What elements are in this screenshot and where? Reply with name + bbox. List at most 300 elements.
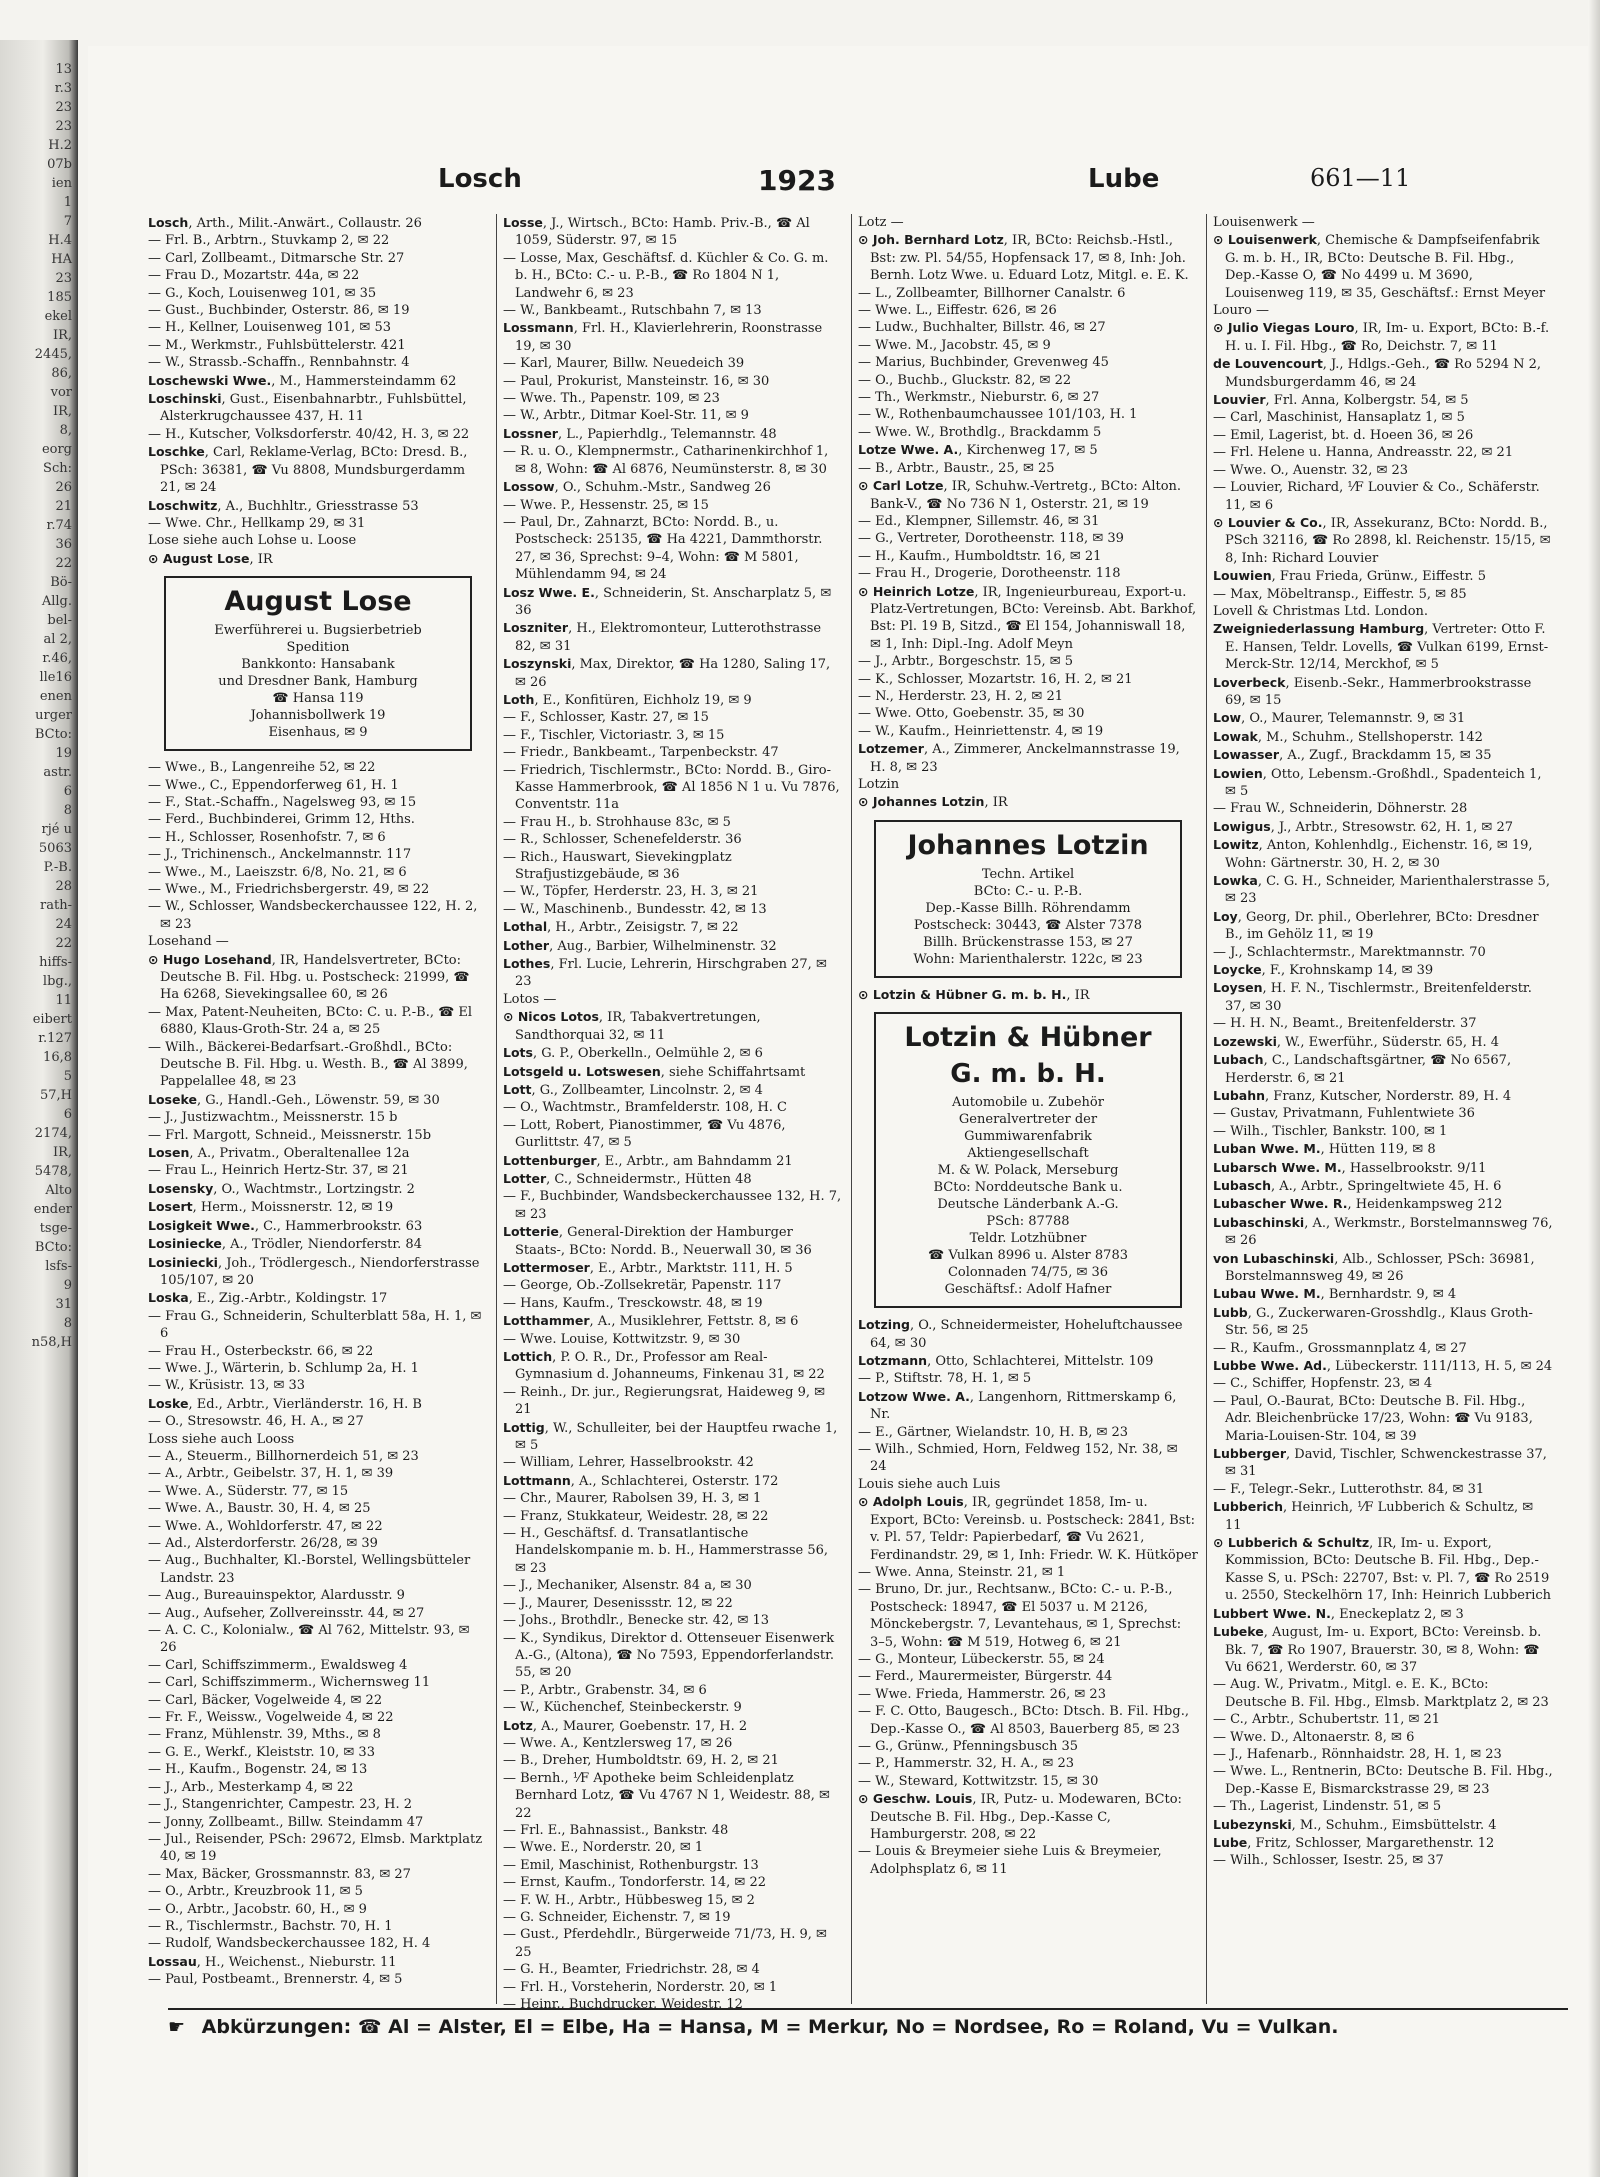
directory-entry: — W., Arbtr., Ditmar Koel-Str. 11, ✉ 9 <box>503 408 749 424</box>
entry-list <box>858 986 1198 1004</box>
directory-entry: Loschewski Wwe., M., Hammersteindamm 62 <box>148 372 457 389</box>
header-year: 1923 <box>758 164 836 197</box>
directory-entry: Lotz, A., Maurer, Goebenstr. 17, H. 2 <box>503 1717 748 1734</box>
running-header <box>88 164 1568 204</box>
directory-entry: — O., Arbtr., Jacobstr. 60, H., ✉ 9 <box>148 1901 367 1917</box>
directory-entry: Loszynski, Max, Direktor, ☎ Ha 1280, Saling 17, ✉ 26 <box>503 656 831 690</box>
ad-line: Teldr. Lotzhübner <box>969 1231 1087 1247</box>
directory-entry: ⊙ Adolph Louis, IR, gegründet 1858, Im- u. Export, BCto: Vereinsb. u. Postscheck: 2841, Bst: v. Pl. 57, Teldr: Papierbedarf, ☎ Vu 2621, Ferdinandstr. 29, ✉ 1, Inh: Friedr. W. K. Hütköper <box>858 1494 1198 1563</box>
ad-line: Bankkonto: Hansabank <box>241 657 395 673</box>
ad-title: Lotzin & Hübner <box>904 1022 1152 1054</box>
directory-entry: — G., Vertreter, Dorotheenstr. 118, ✉ 39 <box>858 531 1124 547</box>
directory-entry: — W., Bankbeamt., Rutschbahn 7, ✉ 13 <box>503 303 762 319</box>
directory-entry: — Paul, Postbeamt., Brennerstr. 4, ✉ 5 <box>148 1972 403 1988</box>
directory-entry: Loysen, H. F. N., Tischlermstr., Breitenfelderstr. 37, ✉ 30 <box>1213 980 1532 1014</box>
left-page-fragment-text: 31 <box>55 1297 72 1312</box>
directory-entry: von Lubaschinski, Alb., Schlosser, PSch: 36981, Borstelmannsweg 49, ✉ 26 <box>1213 1250 1535 1284</box>
left-page-fragment-text: 5063 <box>38 841 72 856</box>
directory-entry: Losiniecki, Joh., Trödlergesch., Niendorferstrasse 105/107, ✉ 20 <box>148 1254 480 1288</box>
directory-entry: — Wwe. D., Altonaerstr. 8, ✉ 6 <box>1213 1729 1415 1745</box>
left-page-fragment-text: 07b <box>47 157 72 172</box>
directory-entry: Lubach, C., Landschaftsgärtner, ☎ No 6567, Herderstr. 6, ✉ 21 <box>1213 1052 1512 1086</box>
directory-entry: Losse, J., Wirtsch., BCto: Hamb. Priv.-B., ☎ Al 1059, Süderstr. 97, ✉ 15 <box>503 215 810 249</box>
entry-list <box>1213 214 1553 1870</box>
left-page-fragment-text: vor <box>50 385 72 400</box>
left-page-fragment-text: HA <box>51 252 72 267</box>
directory-entry: — Carl, Schiffszimmerm., Ewaldsweg 4 <box>148 1657 408 1673</box>
directory-entry: — Frl. B., Arbtrn., Stuvkamp 2, ✉ 22 <box>148 233 390 249</box>
directory-columns <box>148 214 1568 2013</box>
directory-entry: — Heinr., Buchdrucker, Weidestr. 12 <box>503 1997 743 2013</box>
left-page-fragment-text: r.3 <box>54 81 72 96</box>
left-page-fragment-text: eorg <box>41 442 72 457</box>
directory-entry: — H., Kaufm., Humboldtstr. 16, ✉ 21 <box>858 548 1102 564</box>
directory-entry: — Fr. F., Weissw., Vogelweide 4, ✉ 22 <box>148 1710 394 1726</box>
directory-entry: — Carl, Schiffszimmerm., Wichernsweg 11 <box>148 1675 431 1691</box>
directory-entry: Lotzing, O., Schneidermeister, Hoheluftchaussee 64, ✉ 30 <box>858 1317 1183 1351</box>
directory-entry: Loska, E., Zig.-Arbtr., Koldingstr. 17 <box>148 1290 388 1307</box>
ad-title: Johannes Lotzin <box>907 829 1149 861</box>
directory-entry: — Th., Lagerist, Lindenstr. 51, ✉ 5 <box>1213 1799 1442 1815</box>
directory-entry: — H. H. N., Beamt., Breitenfelderstr. 37 <box>1213 1016 1477 1032</box>
directory-entry: Lubb, G., Zuckerwaren-Grosshdlg., Klaus Groth-Str. 56, ✉ 25 <box>1213 1304 1533 1339</box>
directory-entry: Lots, G. P., Oberkelln., Oelmühle 2, ✉ 6 <box>503 1045 763 1062</box>
directory-entry: — Wilh., Schlosser, Isestr. 25, ✉ 37 <box>1213 1853 1444 1869</box>
directory-entry: — Frl. Helene u. Hanna, Andreasstr. 22, ✉ 21 <box>1213 445 1514 461</box>
directory-entry: — N., Herderstr. 23, H. 2, ✉ 21 <box>858 688 1064 704</box>
directory-entry: — Aug., Aufseher, Zollvereinsstr. 44, ✉ 27 <box>148 1605 425 1621</box>
page-edge <box>1588 0 1600 2177</box>
directory-entry: — Frl. Margott, Schneid., Meissnerstr. 15b <box>148 1127 432 1143</box>
ad-lines <box>882 1094 1174 1298</box>
directory-entry: — M., Werkmstr., Fuhlsbüttelerstr. 421 <box>148 337 406 353</box>
left-page-fragment-text: Bö- <box>50 575 72 590</box>
directory-entry: — Aug., Buchhalter, Kl.-Borstel, Wellingsbütteler Landstr. 23 <box>148 1553 471 1586</box>
column-rule <box>496 214 497 2004</box>
column-4 <box>1213 214 1553 2004</box>
left-page-fragment-text: al 2, <box>43 632 72 647</box>
left-page-fragment-text: 8 <box>63 1316 72 1331</box>
directory-entry: Louro — <box>1213 303 1270 319</box>
left-page-fragment-text: lle16 <box>39 670 72 685</box>
directory-entry: — B., Arbtr., Baustr., 25, ✉ 25 <box>858 460 1055 476</box>
ad-subtitle: G. m. b. H. <box>950 1059 1106 1090</box>
left-page-fragment-text: 1 <box>63 195 72 210</box>
directory-entry: Lottig, W., Schulleiter, bei der Hauptfeu rwache 1, ✉ 5 <box>503 1419 838 1454</box>
directory-entry: Lowitz, Anton, Kohlenhdlg., Eichenstr. 16, ✉ 19, Wohn: Gärtnerstr. 30, H. 2, ✉ 30 <box>1213 837 1533 871</box>
directory-entry: ⊙ Johannes Lotzin, IR <box>858 794 1008 811</box>
left-page-fragment-text: r.127 <box>38 1031 72 1046</box>
directory-entry: — Wilh., Bäckerei-Bedarfsart.-Großhdl., BCto: Deutsche B. Fil. Hbg. u. Westh. B., ☎ Al 3899, Pappelallee 48, ✉ 23 <box>148 1039 468 1090</box>
directory-entry: — K., Schlosser, Mozartstr. 16, H. 2, ✉ 21 <box>858 671 1133 687</box>
directory-entry: ⊙ August Lose, IR <box>148 550 273 567</box>
directory-entry: ⊙ Nicos Lotos, IR, Tabakvertretungen, Sandthorquai 32, ✉ 11 <box>503 1009 761 1043</box>
directory-entry: Lotter, C., Schneidermstr., Hütten 48 <box>503 1170 752 1187</box>
directory-entry: — Gust., Buchbinder, Osterstr. 86, ✉ 19 <box>148 303 410 319</box>
directory-entry: Lotzmann, Otto, Schlachterei, Mittelstr. 109 <box>858 1353 1154 1370</box>
directory-entry: — Wilh., Tischler, Bankstr. 100, ✉ 1 <box>1213 1123 1448 1139</box>
directory-entry: — Ferd., Maurermeister, Bürgerstr. 44 <box>858 1669 1113 1685</box>
directory-entry: Loske, Ed., Arbtr., Vierländerstr. 16, H. B <box>148 1395 422 1412</box>
directory-entry: Louwien, Frau Frieda, Grünw., Eiffestr. 5 <box>1213 568 1486 585</box>
directory-entry: ⊙ Lubberich & Schultz, IR, Im- u. Export, Kommission, BCto: Deutsche B. Fil. Hbg., Dep.-Kasse S, u. PSch: 22707, Bst: v. Pl. 7, ☎ Ro 2519 u. 2550, Steckelhörn 17, Inh: Heinrich Lubberich <box>1213 1535 1552 1604</box>
directory-entry: Louisenwerk — <box>1213 215 1315 230</box>
ad-line: Aktiengesellschaft <box>967 1146 1089 1162</box>
left-page-fragment-text: 19 <box>55 746 72 761</box>
directory-entry: Lubberich, Heinrich, ⅟F Lubberich & Schultz, ✉ 11 <box>1213 1499 1534 1533</box>
directory-entry: — Friedr., Bankbeamt., Tarpenbeckstr. 47 <box>503 745 779 761</box>
directory-entry: Lotsgeld u. Lotswesen, siehe Schiffahrtsamt <box>503 1063 806 1080</box>
directory-entry: — Carl, Bäcker, Vogelweide 4, ✉ 22 <box>148 1692 383 1708</box>
directory-entry: — F., Buchbinder, Wandsbeckerchaussee 132, H. 7, ✉ 23 <box>503 1189 842 1222</box>
directory-entry: Lotzow Wwe. A., Langenhorn, Rittmerskamp 6, Nr. <box>858 1388 1177 1423</box>
left-page-fragment-text: r.74 <box>46 518 72 533</box>
directory-entry: — J., Schlachtermstr., Marektmannstr. 70 <box>1213 944 1486 960</box>
directory-entry: Loschke, Carl, Reklame-Verlag, BCto: Dresd. B., PSch: 36381, ☎ Vu 8808, Mundsburgerdamm 21, ✉ 24 <box>148 444 468 496</box>
directory-entry: — Ad., Alsterdorferstr. 26/28, ✉ 39 <box>148 1536 378 1551</box>
ad-line: Dep.-Kasse Billh. Röhrendamm <box>925 900 1131 916</box>
directory-entry: — H., Kaufm., Bogenstr. 24, ✉ 13 <box>148 1762 368 1778</box>
directory-entry: — Frl. H., Vorsteherin, Norderstr. 20, ✉ 1 <box>503 1979 778 1995</box>
directory-entry: — George, Ob.-Zollsekretär, Papenstr. 117 <box>503 1278 782 1294</box>
directory-entry: — Johs., Brothdlr., Benecke str. 42, ✉ 13 <box>503 1613 770 1629</box>
directory-entry: — W., Maschinenb., Bundesstr. 42, ✉ 13 <box>503 901 767 917</box>
column-rule <box>1206 214 1207 2004</box>
directory-entry: Louis siehe auch Luis <box>858 1476 1001 1492</box>
directory-entry: — G. Schneider, Eichenstr. 7, ✉ 19 <box>503 1910 731 1925</box>
directory-entry: — Aug., Bureauinspektor, Alardusstr. 9 <box>148 1588 405 1604</box>
directory-entry: Zweigniederlassung Hamburg, Vertreter: Otto F. E. Hansen, Teldr. Lovells, ☎ Vulkan 6199, Ernst-Merck-Str. 12/14, Merckhof, ✉ 5 <box>1213 621 1549 673</box>
directory-entry: — Rich., Hauswart, Sievekingplatz Strafjustizgebäude, ✉ 36 <box>503 849 732 883</box>
directory-entry: — Lott, Robert, Pianostimmer, ☎ Vu 4876, Gurlittstr. 47, ✉ 5 <box>503 1117 786 1151</box>
left-page-fragment-text: 8 <box>63 803 72 818</box>
left-page-fragment-text: 23 <box>55 119 72 134</box>
left-page-fragment-text: 23 <box>55 271 72 286</box>
left-page-fragment-text: 7 <box>63 214 72 229</box>
ad-lines <box>172 622 464 741</box>
directory-entry: Loszniter, H., Elektromonteur, Lutterothstrasse 82, ✉ 31 <box>503 620 822 654</box>
directory-entry: — Wwe. J., Wärterin, b. Schlump 2a, H. 1 <box>148 1360 419 1376</box>
directory-entry: — F., Schlosser, Kastr. 27, ✉ 15 <box>503 710 709 726</box>
directory-entry: — L., Zollbeamter, Billhorner Canalstr. 6 <box>858 285 1126 301</box>
directory-entry: Lotzemer, A., Zimmerer, Anckelmannstrasse 19, H. 8, ✉ 23 <box>858 741 1180 775</box>
left-page-fragment-text: 13 <box>55 62 72 77</box>
ad-line: Gummiwarenfabrik <box>964 1129 1092 1145</box>
column-3 <box>858 214 1198 2004</box>
directory-entry: — P., Stiftstr. 78, H. 1, ✉ 5 <box>858 1371 1032 1387</box>
directory-entry: Lose siehe auch Lohse u. Loose <box>148 533 357 549</box>
directory-entry: — Frau L., Heinrich Hertz-Str. 37, ✉ 21 <box>148 1163 409 1179</box>
left-page-fragment-text: BCto: <box>34 1240 72 1255</box>
left-page-fragment-text: H.2 <box>48 138 72 153</box>
directory-entry: — F. C. Otto, Baugesch., BCto: Dtsch. B. Fil. Hbg., Dep.-Kasse O., ☎ Al 8503, Bauerberg 85, ✉ 23 <box>858 1704 1189 1737</box>
directory-entry: Lowka, C. G. H., Schneider, Marienthalerstrasse 5, ✉ 23 <box>1213 873 1550 907</box>
directory-entry: — P., Hammerstr. 32, H. A., ✉ 23 <box>858 1756 1074 1772</box>
directory-entry: — Frau H., Drogerie, Dorotheenstr. 118 <box>858 566 1121 582</box>
directory-entry: — O., Arbtr., Kreuzbrook 11, ✉ 5 <box>148 1884 363 1900</box>
directory-entry: — Wwe. A., Kentzlersweg 17, ✉ 26 <box>503 1735 733 1751</box>
directory-entry: Louvier, Frl. Anna, Kolbergstr. 54, ✉ 5 <box>1213 392 1469 409</box>
ad-line: Techn. Artikel <box>981 866 1075 882</box>
directory-entry: Lotos — <box>503 991 557 1007</box>
directory-entry: — Marius, Buchbinder, Grevenweg 45 <box>858 355 1109 371</box>
directory-entry: Lube, Fritz, Schlosser, Margarethenstr. 12 <box>1213 1834 1495 1851</box>
directory-entry: — Paul, Prokurist, Mansteinstr. 16, ✉ 30 <box>503 373 770 389</box>
entry-list <box>858 214 1198 812</box>
left-page-fragment-text: 23 <box>55 100 72 115</box>
left-page-fragment-text: urger <box>35 708 72 723</box>
directory-entry: — C., Schiffer, Hopfenstr. 23, ✉ 4 <box>1213 1376 1433 1392</box>
directory-entry: — Wwe. M., Jacobstr. 45, ✉ 9 <box>858 337 1051 353</box>
directory-entry: — Wwe., M., Laeiszstr. 6/8, No. 21, ✉ 6 <box>148 864 407 880</box>
column-2 <box>503 214 843 2013</box>
directory-entry: — Wwe. Anna, Steinstr. 21, ✉ 1 <box>858 1564 1066 1580</box>
directory-entry: Lossow, O., Schuhm.-Mstr., Sandweg 26 <box>503 479 771 496</box>
directory-entry: — Ludw., Buchhalter, Billstr. 46, ✉ 27 <box>858 320 1106 336</box>
directory-entry: — F. W. H., Arbtr., Hübbesweg 15, ✉ 2 <box>503 1892 755 1908</box>
directory-entry: Lotz — <box>858 215 904 230</box>
directory-entry: — Wwe. A., Süderstr. 77, ✉ 15 <box>148 1483 349 1499</box>
directory-entry: — Franz, Mühlenstr. 39, Mths., ✉ 8 <box>148 1727 381 1743</box>
ad-line: BCto: Norddeutsche Bank u. <box>933 1180 1123 1196</box>
directory-entry: — Wwe. Otto, Goebenstr. 35, ✉ 30 <box>858 706 1085 722</box>
directory-entry: — R., Tischlermstr., Bachstr. 70, H. 1 <box>148 1918 393 1934</box>
directory-entry: — Hans, Kaufm., Tresckowstr. 48, ✉ 19 <box>503 1295 763 1311</box>
column-rule <box>851 214 852 2004</box>
left-page-fragment-text: 185 <box>47 290 72 305</box>
directory-entry: — Wwe. Frieda, Hammerstr. 26, ✉ 23 <box>858 1686 1106 1702</box>
directory-entry: Lowak, M., Schuhm., Stellshoperstr. 142 <box>1213 728 1483 745</box>
directory-entry: — A., Arbtr., Geibelstr. 37, H. 1, ✉ 39 <box>148 1466 394 1482</box>
directory-entry: Loth, E., Konfitüren, Eichholz 19, ✉ 9 <box>503 691 752 708</box>
left-page-fragment-text: tsge- <box>39 1221 72 1236</box>
directory-entry: — O., Wachtmstr., Bramfelderstr. 108, H. C <box>503 1100 788 1116</box>
ad-line: Colonnaden 74/75, ✉ 36 <box>947 1265 1109 1281</box>
directory-entry: — Reinh., Dr. jur., Regierungsrat, Haideweg 9, ✉ 21 <box>503 1384 825 1418</box>
left-page-fragment-text: 24 <box>55 917 72 932</box>
directory-entry: Lotzin <box>858 777 900 792</box>
directory-entry: — Louvier, Richard, ⅟F Louvier & Co., Schäferstr. 11, ✉ 6 <box>1213 480 1540 513</box>
directory-entry: — F., Tischler, Victoriastr. 3, ✉ 15 <box>503 727 725 743</box>
directory-entry: Loss siehe auch Looss <box>148 1431 295 1447</box>
left-page-fragment-text: IR, <box>52 1145 72 1160</box>
directory-entry: — J., Hafenarb., Rönnhaidstr. 28, H. 1, ✉ 23 <box>1213 1746 1502 1762</box>
directory-entry: — Frau H., b. Strohhause 83c, ✉ 5 <box>503 814 731 830</box>
left-page-fragment-text: hiffs- <box>39 955 72 970</box>
directory-entry: — Carl, Maschinist, Hansaplatz 1, ✉ 5 <box>1213 410 1465 426</box>
directory-entry: — W., Schlosser, Wandsbeckerchaussee 122, H. 2, ✉ 23 <box>148 899 478 932</box>
directory-entry: — G. E., Werkf., Kleiststr. 10, ✉ 33 <box>148 1744 375 1760</box>
directory-entry: ⊙ Lotzin & Hübner G. m. b. H., IR <box>858 986 1090 1003</box>
directory-entry: Lubarsch Wwe. M., Hasselbrookstr. 9/11 <box>1213 1159 1487 1176</box>
directory-entry: Lubahn, Franz, Kutscher, Norderstr. 89, H. 4 <box>1213 1087 1512 1104</box>
directory-entry: Loy, Georg, Dr. phil., Oberlehrer, BCto: Dresdner B., im Gehölz 11, ✉ 19 <box>1213 908 1539 943</box>
directory-entry: Luban Wwe. M., Hütten 119, ✉ 8 <box>1213 1141 1436 1158</box>
directory-entry: — O., Stresowstr. 46, H. A., ✉ 27 <box>148 1414 364 1430</box>
directory-entry: Lubasch, A., Arbtr., Springeltwiete 45, H. 6 <box>1213 1177 1502 1194</box>
directory-entry: Lotterie, General-Direktion der Hamburger Staats-, BCto: Nordd. B., Neuerwall 30, ✉ 36 <box>503 1224 812 1258</box>
ad-line: PSch: 87788 <box>986 1214 1070 1230</box>
ad-line: Geschäftsf.: Adolf Hafner <box>944 1282 1112 1298</box>
directory-entry: — H., Kutscher, Volksdorferstr. 40/42, H. 3, ✉ 22 <box>148 426 470 442</box>
directory-entry: — J., Stangenrichter, Campestr. 23, H. 2 <box>148 1797 413 1813</box>
directory-entry: Lovell & Christmas Ltd. London. <box>1213 603 1429 619</box>
left-page-fragment-text: 2174, <box>34 1126 72 1141</box>
abbreviations-text: Abkürzungen: ☎ Al = Alster, El = Elbe, Ha = Hansa, M = Merkur, No = Nordsee, Ro = Roland, Vu = Vulkan. <box>201 2016 1339 2038</box>
left-page-fragment-text: Allg. <box>41 594 72 609</box>
directory-entry: — Paul, Dr., Zahnarzt, BCto: Nordd. B., u. Postscheck: 25135, ☎ Ha 4221, Dammthorstr. 27, ✉ 36, Sprechst: 9–4, Wohn: ☎ M 5801, Mühlendamm 94, ✉ 24 <box>503 514 823 583</box>
directory-entry: Lother, Aug., Barbier, Wilhelminenstr. 32 <box>503 937 777 954</box>
directory-entry: — Wwe. Louise, Kottwitzstr. 9, ✉ 30 <box>503 1331 741 1347</box>
directory-entry: — Gust., Pferdehdlr., Bürgerweide 71/73, H. 9, ✉ 25 <box>503 1927 827 1960</box>
directory-entry: — R., Schlosser, Schenefelderstr. 36 <box>503 832 742 848</box>
directory-entry: — J., Arbtr., Borgeschstr. 15, ✉ 5 <box>858 654 1074 670</box>
directory-entry: Loschwitz, A., Buchhltr., Griesstrasse 53 <box>148 497 419 514</box>
ad-line: Spedition <box>286 640 350 656</box>
ad-line: Ewerführerei u. Bugsierbetrieb <box>214 623 422 639</box>
directory-entry: — Frau G., Schneiderin, Schulterblatt 58a, H. 1, ✉ 6 <box>148 1308 482 1342</box>
left-page-fragment-text: IR, <box>52 328 72 343</box>
directory-entry: — Wilh., Schmied, Horn, Feldweg 152, Nr. 38, ✉ 24 <box>858 1442 1178 1475</box>
left-page-fragment-text: lbg., <box>42 974 72 989</box>
directory-entry: — O., Buchb., Gluckstr. 82, ✉ 22 <box>858 372 1072 388</box>
directory-entry: — J., Justizwachtm., Meissnerstr. 15 b <box>148 1110 398 1126</box>
directory-entry: — Frl. E., Bahnassist., Bankstr. 48 <box>503 1822 729 1838</box>
directory-entry: Lubezynski, M., Schuhm., Eimsbüttelstr. 4 <box>1213 1816 1497 1833</box>
directory-entry: — J., Arb., Mesterkamp 4, ✉ 22 <box>148 1779 354 1795</box>
directory-entry: Lubaschinski, A., Werkmstr., Borstelmannsweg 76, ✉ 26 <box>1213 1214 1553 1249</box>
directory-entry: — G. H., Beamter, Friedrichstr. 28, ✉ 4 <box>503 1962 760 1978</box>
directory-entry: Lottermoser, E., Arbtr., Marktstr. 111, H. 5 <box>503 1259 793 1276</box>
directory-entry: Losz Wwe. E., Schneiderin, St. Anscharplatz 5, ✉ 36 <box>503 584 832 618</box>
directory-entry: — Rudolf, Wandsbeckerchaussee 182, H. 4 <box>148 1936 431 1952</box>
left-page-fragment-text: ien <box>51 176 72 191</box>
directory-entry: Lothes, Frl. Lucie, Lehrerin, Hirschgraben 27, ✉ 23 <box>503 956 827 990</box>
directory-entry: Lossau, H., Weichenst., Nieburstr. 11 <box>148 1953 397 1970</box>
directory-entry: ⊙ Heinrich Lotze, IR, Ingenieurbureau, Export-u. Platz-Vertretungen, BCto: Vereinsb. Abt. Barkhof, Bst: Pl. 19 B, Sitzd., ☎ El 154, Johanniswall 18, ✉ 1, Inh: Dipl.-Ing. Adolf Meyn <box>858 583 1197 652</box>
left-page-fragment-text: P.-B. <box>43 860 72 875</box>
directory-entry: — Wwe. E., Norderstr. 20, ✉ 1 <box>503 1840 704 1856</box>
left-page-fragment <box>0 60 72 2010</box>
directory-entry: ⊙ Joh. Bernhard Lotz, IR, BCto: Reichsb.-Hstl., Bst: zw. Pl. 54/55, Hopfensack 17, ✉ 8, Inh: Joh. Bernh. Lotz Wwe. u. Eduard Lotz, Mitgl. e. E. K. <box>858 232 1189 284</box>
left-page-fragment-text: 5478, <box>34 1164 72 1179</box>
directory-entry: — R., Kaufm., Grossmannplatz 4, ✉ 27 <box>1213 1340 1467 1356</box>
directory-entry: — J., Mechaniker, Alsenstr. 84 a, ✉ 30 <box>503 1578 752 1594</box>
entry-list <box>148 214 488 568</box>
left-page-fragment-text: astr. <box>43 765 72 780</box>
left-page-fragment-text: 5 <box>63 1069 72 1084</box>
directory-entry: ⊙ Julio Viegas Louro, IR, Im- u. Export, BCto: B.-f. H. u. I. Fil. Hbg., ☎ Ro, Deichstr. 7, ✉ 11 <box>1213 320 1550 354</box>
directory-entry: — W., Strassb.-Schaffn., Rennbahnstr. 4 <box>148 355 410 371</box>
directory-entry: Losiniecke, A., Trödler, Niendorferstr. 84 <box>148 1236 422 1253</box>
left-page-fragment-text: 8, <box>59 423 72 438</box>
directory-entry: — W., Küchenchef, Steinbeckerstr. 9 <box>503 1700 742 1716</box>
left-page-fragment-text: BCto: <box>34 727 72 742</box>
left-page-fragment-text: IR, <box>52 404 72 419</box>
left-page-fragment-text: enen <box>39 689 72 704</box>
directory-entry: — Wwe. Th., Papenstr. 109, ✉ 23 <box>503 391 720 407</box>
directory-entry: — Ferd., Buchbinderei, Grimm 12, Hths. <box>148 812 415 828</box>
directory-entry: — Bruno, Dr. jur., Rechtsanw., BCto: C.- u. P.-B., Postscheck: 18947, ☎ El 5037 u. M 2126, Mönckebergstr. 7, Levantehaus, ✉ 1, Sprechst: 3–5, Wohn: ☎ M 519, Hotweg 6, ✉ 21 <box>858 1582 1182 1650</box>
left-page-fragment-text: ender <box>33 1202 72 1217</box>
directory-entry: — Wwe., M., Friedrichsbergerstr. 49, ✉ 22 <box>148 881 430 897</box>
directory-entry: — Frau W., Schneiderin, Döhnerstr. 28 <box>1213 801 1468 817</box>
left-page-fragment-text: bel- <box>47 613 72 628</box>
advertisement-johannes-lotzin <box>874 820 1182 978</box>
ad-line: BCto: C.- u. P.-B. <box>973 883 1083 899</box>
directory-entry: ⊙ Louvier & Co., IR, Assekuranz, BCto: Nordd. B., PSch 32116, ☎ Ro 2898, kl. Reichenstr. 15/15, ✉ 8, Inh: Richard Louvier <box>1213 514 1551 566</box>
left-page-fragment-text: 26 <box>55 480 72 495</box>
directory-entry: Lotthammer, A., Musiklehrer, Fettstr. 8, ✉ 6 <box>503 1313 799 1330</box>
directory-entry: Lothal, H., Arbtr., Zeisigstr. 7, ✉ 22 <box>503 919 739 936</box>
page-number: 661—11 <box>1310 164 1411 192</box>
directory-entry: — G., Grünw., Pfenningsbusch 35 <box>858 1738 1078 1754</box>
directory-entry: — A., Steuerm., Billhornerdeich 51, ✉ 23 <box>148 1448 419 1464</box>
ad-line: Wohn: Marienthalerstr. 122c, ✉ 23 <box>913 951 1143 967</box>
directory-entry: Lotze Wwe. A., Kirchenweg 17, ✉ 5 <box>858 442 1098 459</box>
directory-entry: — P., Arbtr., Grabenstr. 34, ✉ 6 <box>503 1682 707 1698</box>
directory-entry: — Jul., Reisender, PSch: 29672, Elmsb. Marktplatz 40, ✉ 19 <box>148 1831 483 1865</box>
left-page-fragment-text: lsfs- <box>45 1259 72 1274</box>
entry-list <box>503 214 843 2013</box>
directory-entry: — Chr., Maurer, Rabolsen 39, H. 3, ✉ 1 <box>503 1491 762 1507</box>
directory-entry: ⊙ Hugo Losehand, IR, Handelsvertreter, BCto: Deutsche B. Fil. Hbg. u. Postscheck: 21999, ☎ Ha 6268, Sievekingsallee 60, ✉ 26 <box>148 951 470 1003</box>
directory-entry: — H., Schlosser, Rosenhofstr. 7, ✉ 6 <box>148 829 386 845</box>
directory-entry: — Carl, Zollbeamt., Ditmarsche Str. 27 <box>148 250 405 266</box>
directory-entry: Lottmann, A., Schlachterei, Osterstr. 172 <box>503 1472 779 1489</box>
directory-entry: — W., Rothenbaumchaussee 101/103, H. 1 <box>858 407 1138 423</box>
entry-list <box>858 1316 1198 1878</box>
directory-entry: — K., Syndikus, Direktor d. Ottenseuer Eisenwerk A.-G., (Altona), ☎ No 7593, Eppendorferlandstr. 55, ✉ 20 <box>503 1630 835 1681</box>
directory-entry: — F., Stat.-Schaffn., Nagelsweg 93, ✉ 15 <box>148 794 417 810</box>
directory-entry: Lubberger, David, Tischler, Schwenckestrasse 37, ✉ 31 <box>1213 1446 1547 1480</box>
advertisement-lotzin-huebner <box>874 1012 1182 1308</box>
directory-entry: Losch, Arth., Milit.-Anwärt., Collaustr. 26 <box>148 215 422 231</box>
left-page-fragment-text: Alto <box>45 1183 72 1198</box>
directory-entry: Losigkeit Wwe., C., Hammerbrookstr. 63 <box>148 1217 423 1234</box>
directory-entry: — Bernh., ⅟F Apotheke beim Schleidenplatz Bernhard Lotz, ☎ Vu 4767 N 1, Weidestr. 88, ✉ 22 <box>503 1770 830 1821</box>
directory-entry: Loycke, F., Krohnskamp 14, ✉ 39 <box>1213 962 1434 979</box>
directory-entry: — W., Steward, Kottwitzstr. 15, ✉ 30 <box>858 1773 1099 1789</box>
directory-entry: — Wwe. P., Hessenstr. 25, ✉ 15 <box>503 497 709 513</box>
directory-entry: — Louis & Breymeier siehe Luis & Breymeier, Adolphsplatz 6, ✉ 11 <box>858 1844 1162 1877</box>
directory-entry: Losert, Herm., Moissnerstr. 12, ✉ 19 <box>148 1199 394 1216</box>
header-first-name: Losch <box>438 164 522 194</box>
directory-entry: — Aug. W., Privatm., Mitgl. e. E. K., BCto: Deutsche B. Fil. Hbg., Elmsb. Marktplatz 2, ✉ 23 <box>1213 1677 1549 1710</box>
left-page-fragment-text: 22 <box>55 936 72 951</box>
header-last-name: Lube <box>1088 164 1160 194</box>
left-page-fragment-text: n58,H <box>31 1335 72 1350</box>
ad-title: August Lose <box>224 586 412 618</box>
directory-entry: — W., Krüsistr. 13, ✉ 33 <box>148 1378 306 1394</box>
directory-entry: — G., Monteur, Lübeckerstr. 55, ✉ 24 <box>858 1651 1105 1667</box>
directory-entry: — A. C. C., Kolonialw., ☎ Al 762, Mittelstr. 93, ✉ 26 <box>148 1623 470 1656</box>
directory-entry: — Wwe. O., Auenstr. 32, ✉ 23 <box>1213 462 1409 478</box>
directory-entry: — Karl, Maurer, Billw. Neuedeich 39 <box>503 356 745 372</box>
directory-entry: — Emil, Lagerist, bt. d. Hoeen 36, ✉ 26 <box>1213 427 1474 443</box>
left-page-fragment-text: 28 <box>55 879 72 894</box>
directory-entry: Lozewski, W., Ewerführ., Süderstr. 65, H. 4 <box>1213 1033 1500 1050</box>
directory-entry: — J., Trichinensch., Anckelmannstr. 117 <box>148 847 412 863</box>
left-page-fragment-text: rjé u <box>41 822 72 837</box>
left-page-fragment-text: Sch: <box>43 461 72 476</box>
directory-entry: — Th., Werkmstr., Nieburstr. 6, ✉ 27 <box>858 390 1100 406</box>
ad-line: und Dresdner Bank, Hamburg <box>218 674 418 690</box>
directory-entry: — H., Kellner, Louisenweg 101, ✉ 53 <box>148 320 392 336</box>
directory-entry: ⊙ Carl Lotze, IR, Schuhw.-Vertretg., BCto: Alton. Bank-V., ☎ No 736 N 1, Osterstr. 21, ✉ 19 <box>858 478 1182 512</box>
directory-entry: Losehand — <box>148 934 229 950</box>
directory-entry: — Max, Patent-Neuheiten, BCto: C. u. P.-B., ☎ El 6880, Klaus-Groth-Str. 24 a, ✉ 25 <box>148 1004 473 1038</box>
